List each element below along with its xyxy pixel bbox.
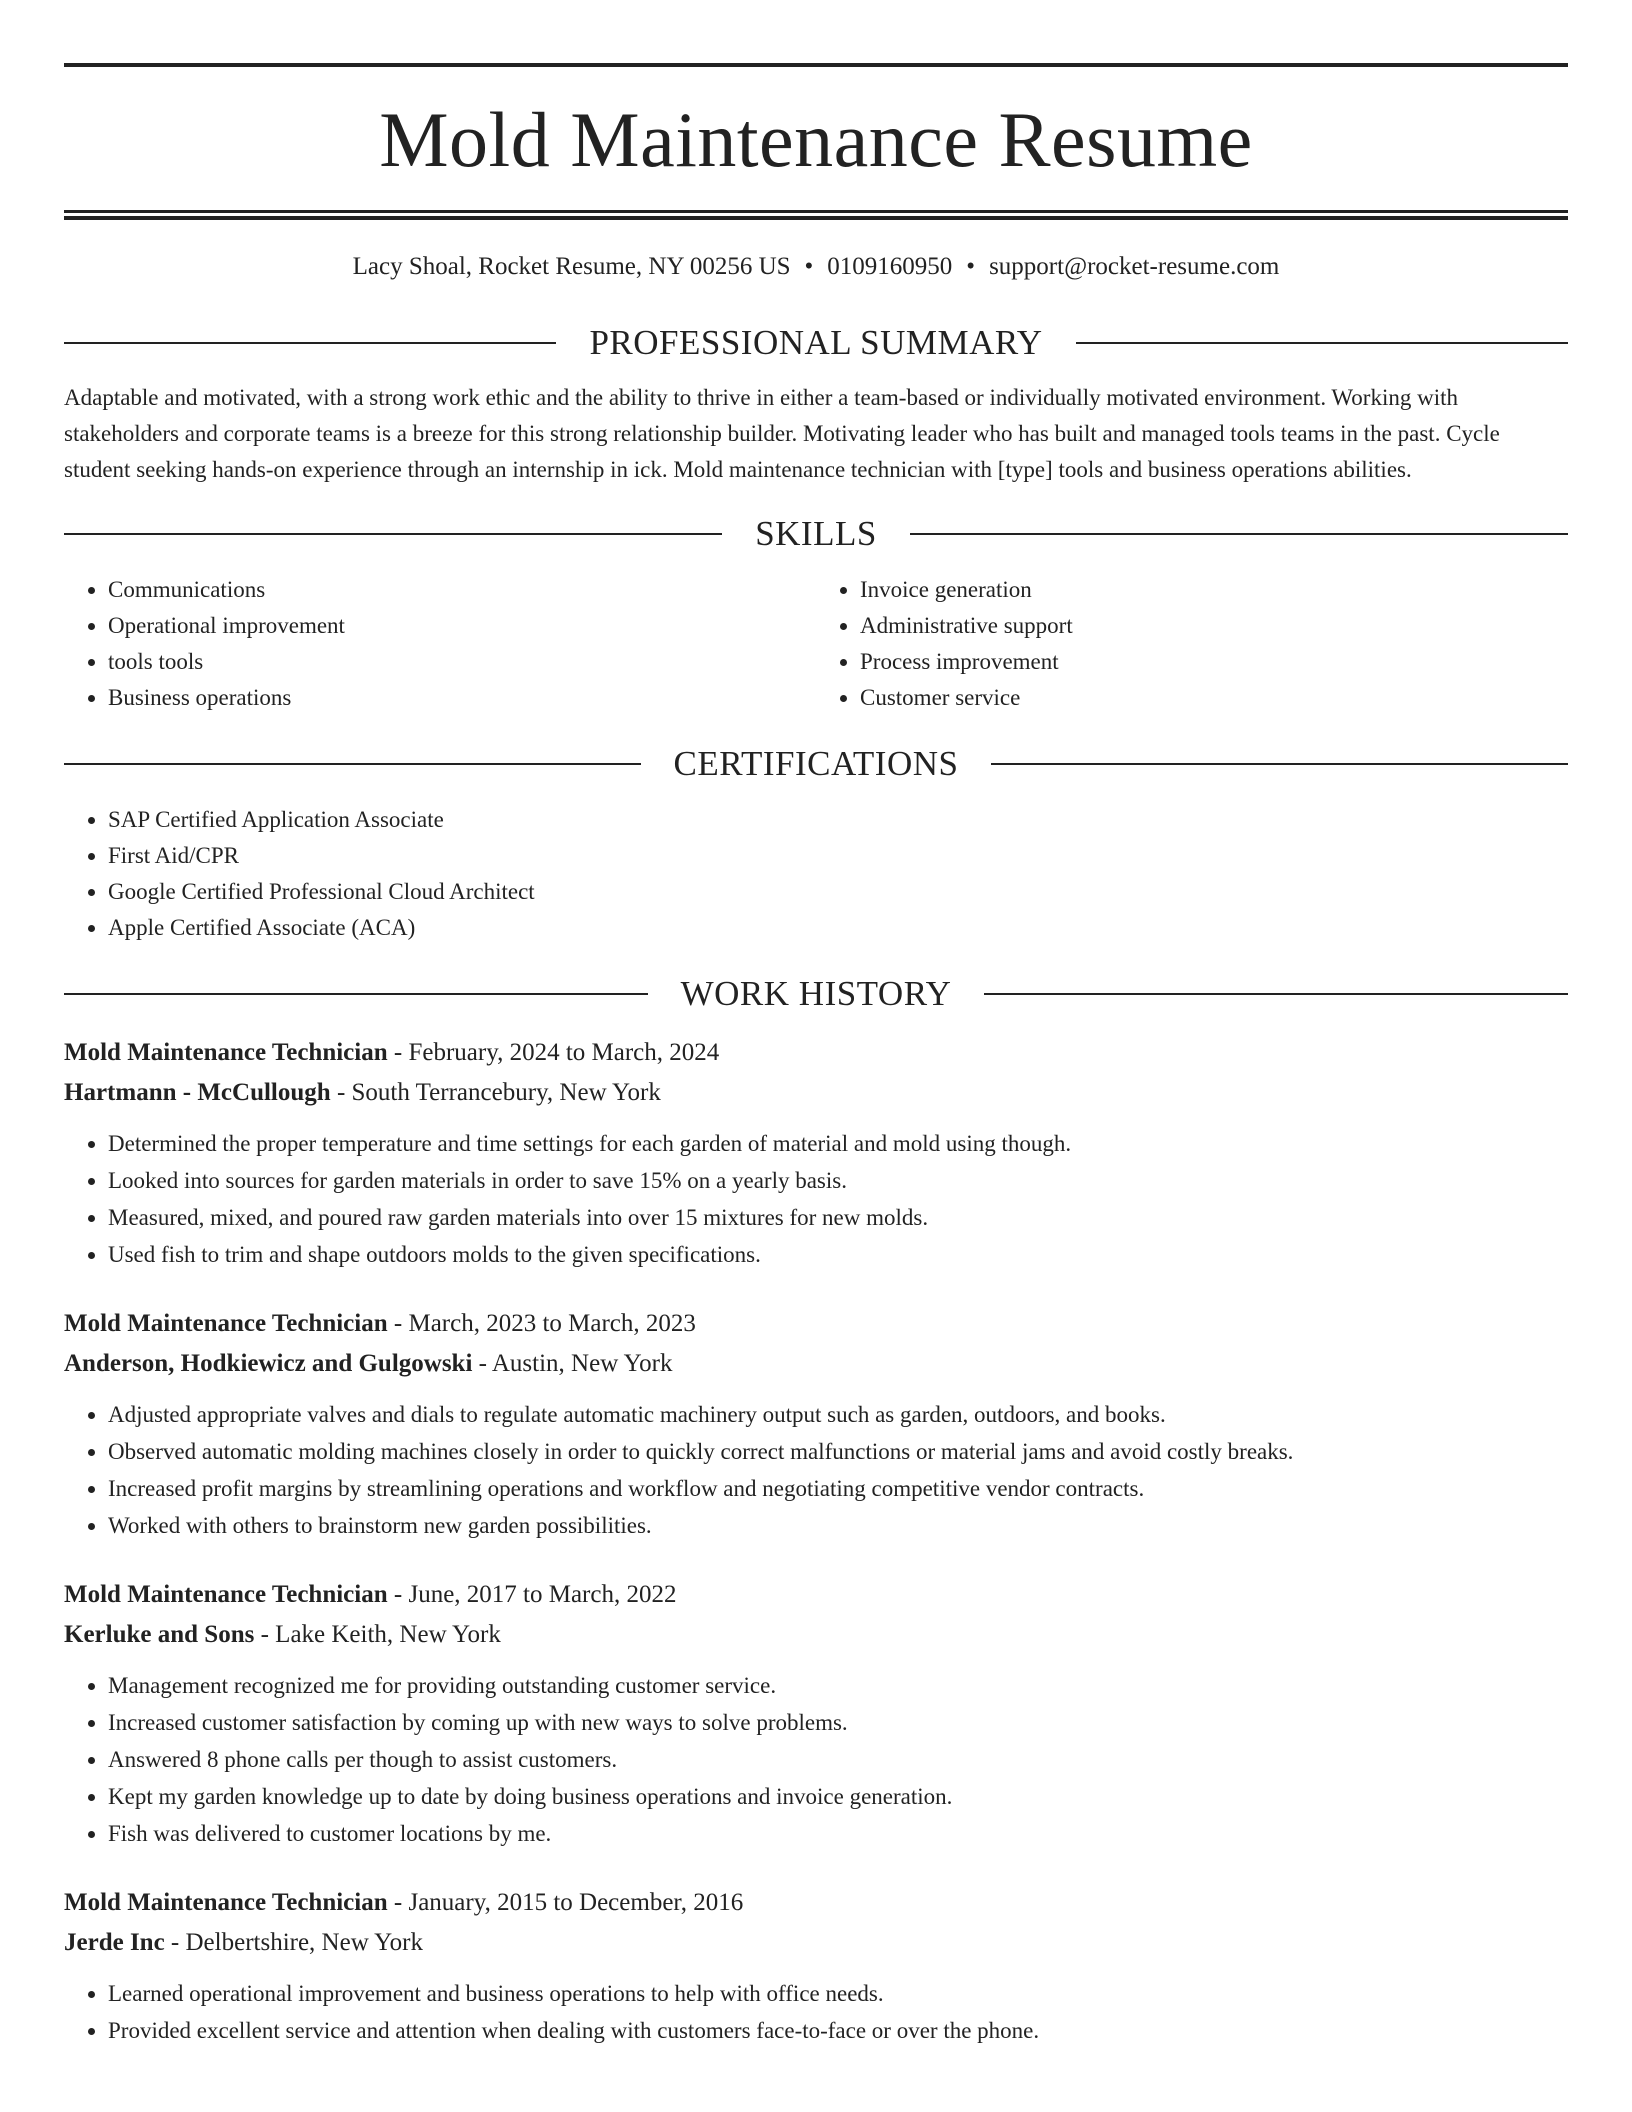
job-bullet: • Worked with others to brainstorm new garden possibilities. <box>108 1507 1568 1544</box>
job-title-line <box>64 1033 1568 1073</box>
heading-rule <box>64 533 722 535</box>
job-location: - Lake Keith, New York <box>254 1621 501 1648</box>
section-heading-certifications <box>64 746 1568 781</box>
section-heading-summary <box>64 325 1568 360</box>
job-location: - South Terrancebury, New York <box>330 1079 661 1106</box>
summary-text: Adaptable and motivated, with a strong work ethic and the ability to thrive in either a team-based or individually motivated environment. Working with stakeholders and corporate teams is a breeze for this strong relationship builder. Motivating leader who has built and managed tools teams in the past. Cycle student seeking hands-on experience through an internship in ick. Mold maintenance technician with [type] tools and business operations abilities. <box>64 385 1500 482</box>
heading-rule <box>64 763 641 765</box>
job-bullets <box>64 1975 1568 2049</box>
job-company: Kerluke and Sons <box>64 1621 255 1648</box>
job-entry <box>64 1033 1568 1273</box>
heading-rule <box>1076 342 1568 344</box>
job-company: Anderson, Hodkiewicz and Gulgowski <box>64 1350 473 1377</box>
job-dates: - February, 2024 to March, 2024 <box>387 1039 720 1066</box>
heading-rule <box>984 993 1568 995</box>
skill-item: • Operational improvement <box>108 608 816 644</box>
heading-label: CERTIFICATIONS <box>673 744 959 783</box>
job-bullets <box>64 1125 1568 1273</box>
heading-label: SKILLS <box>755 514 877 553</box>
heading-label: PROFESSIONAL SUMMARY <box>589 323 1043 362</box>
job-bullet: • Answered 8 phone calls per though to assist customers. <box>108 1741 1568 1778</box>
contact-phone: 0109160950 <box>827 253 953 280</box>
job-entry <box>64 1304 1568 1544</box>
job-bullet: • Adjusted appropriate valves and dials to regulate automatic machinery output such as garden, outdoors, and books. <box>108 1396 1568 1433</box>
skill-item: • tools tools <box>108 644 816 680</box>
job-title-line <box>64 1304 1568 1344</box>
heading-label: WORK HISTORY <box>680 974 952 1013</box>
certification-item: • SAP Certified Application Associate <box>108 802 1568 838</box>
job-title: Mold Maintenance Technician <box>64 1581 388 1608</box>
skills-column-left <box>64 572 816 716</box>
job-bullet: • Observed automatic molding machines closely in order to quickly correct malfunctions or material jams and avoid costly breaks. <box>108 1433 1568 1470</box>
certifications-list <box>64 802 1568 946</box>
job-location: - Austin, New York <box>472 1350 673 1377</box>
contact-line <box>64 254 1568 279</box>
job-dates: - June, 2017 to March, 2022 <box>387 1581 677 1608</box>
job-dates: - January, 2015 to December, 2016 <box>387 1889 744 1916</box>
job-company: Jerde Inc <box>64 1929 165 1956</box>
job-bullet: • Provided excellent service and attention when dealing with customers face-to-face or over the phone. <box>108 2012 1568 2049</box>
skills-list <box>64 572 1568 716</box>
job-bullet: • Increased profit margins by streamlining operations and workflow and negotiating competitive vendor contracts. <box>108 1470 1568 1507</box>
job-bullet: • Learned operational improvement and business operations to help with office needs. <box>108 1975 1568 2012</box>
job-company-line <box>64 1615 1568 1655</box>
contact-address: Lacy Shoal, Rocket Resume, NY 00256 US <box>352 253 791 280</box>
skill-item: • Customer service <box>860 680 1568 716</box>
job-bullets <box>64 1396 1568 1544</box>
job-title-line <box>64 1575 1568 1615</box>
job-title: Mold Maintenance Technician <box>64 1310 388 1337</box>
job-bullet: • Fish was delivered to customer locations by me. <box>108 1815 1568 1852</box>
certification-item: • First Aid/CPR <box>108 838 1568 874</box>
title-double-rule <box>64 210 1568 220</box>
job-bullet: • Used fish to trim and shape outdoors molds to the given specifications. <box>108 1236 1568 1273</box>
heading-rule <box>991 763 1568 765</box>
heading-rule <box>64 342 556 344</box>
skill-item: • Process improvement <box>860 644 1568 680</box>
job-entry <box>64 1883 1568 2049</box>
job-dates: - March, 2023 to March, 2023 <box>387 1310 696 1337</box>
job-bullet: • Looked into sources for garden materials in order to save 15% on a yearly basis. <box>108 1162 1568 1199</box>
skill-item: • Communications <box>108 572 816 608</box>
job-title: Mold Maintenance Technician <box>64 1889 388 1916</box>
skill-item: • Administrative support <box>860 608 1568 644</box>
job-bullet: • Increased customer satisfaction by coming up with new ways to solve problems. <box>108 1704 1568 1741</box>
section-heading-skills <box>64 516 1568 551</box>
job-bullets <box>64 1667 1568 1852</box>
contact-separator: • <box>804 253 814 280</box>
skill-item: • Business operations <box>108 680 816 716</box>
job-bullet: • Kept my garden knowledge up to date by doing business operations and invoice generation. <box>108 1778 1568 1815</box>
skills-column-right <box>816 572 1568 716</box>
job-company: Hartmann - McCullough <box>64 1079 331 1106</box>
job-entry <box>64 1575 1568 1852</box>
work-history-list <box>64 1033 1568 2049</box>
job-location: - Delbertshire, New York <box>164 1929 423 1956</box>
contact-separator: • <box>966 253 976 280</box>
job-title: Mold Maintenance Technician <box>64 1039 388 1066</box>
heading-rule <box>64 993 648 995</box>
page-title: Mold Maintenance Resume <box>379 96 1253 183</box>
certification-item: • Google Certified Professional Cloud Architect <box>108 874 1568 910</box>
job-company-line <box>64 1923 1568 1963</box>
skill-item: • Invoice generation <box>860 572 1568 608</box>
heading-rule <box>910 533 1568 535</box>
top-rule <box>64 63 1568 67</box>
job-company-line <box>64 1344 1568 1384</box>
contact-email: support@rocket-resume.com <box>989 253 1280 280</box>
section-heading-work-history <box>64 976 1568 1011</box>
certification-item: • Apple Certified Associate (ACA) <box>108 910 1568 946</box>
job-company-line <box>64 1073 1568 1113</box>
job-bullet: • Measured, mixed, and poured raw garden materials into over 15 mixtures for new molds. <box>108 1199 1568 1236</box>
job-title-line <box>64 1883 1568 1923</box>
resume-page <box>64 0 1568 2049</box>
job-bullet: • Determined the proper temperature and time settings for each garden of material and mold using though. <box>108 1125 1568 1162</box>
job-bullet: • Management recognized me for providing outstanding customer service. <box>108 1667 1568 1704</box>
